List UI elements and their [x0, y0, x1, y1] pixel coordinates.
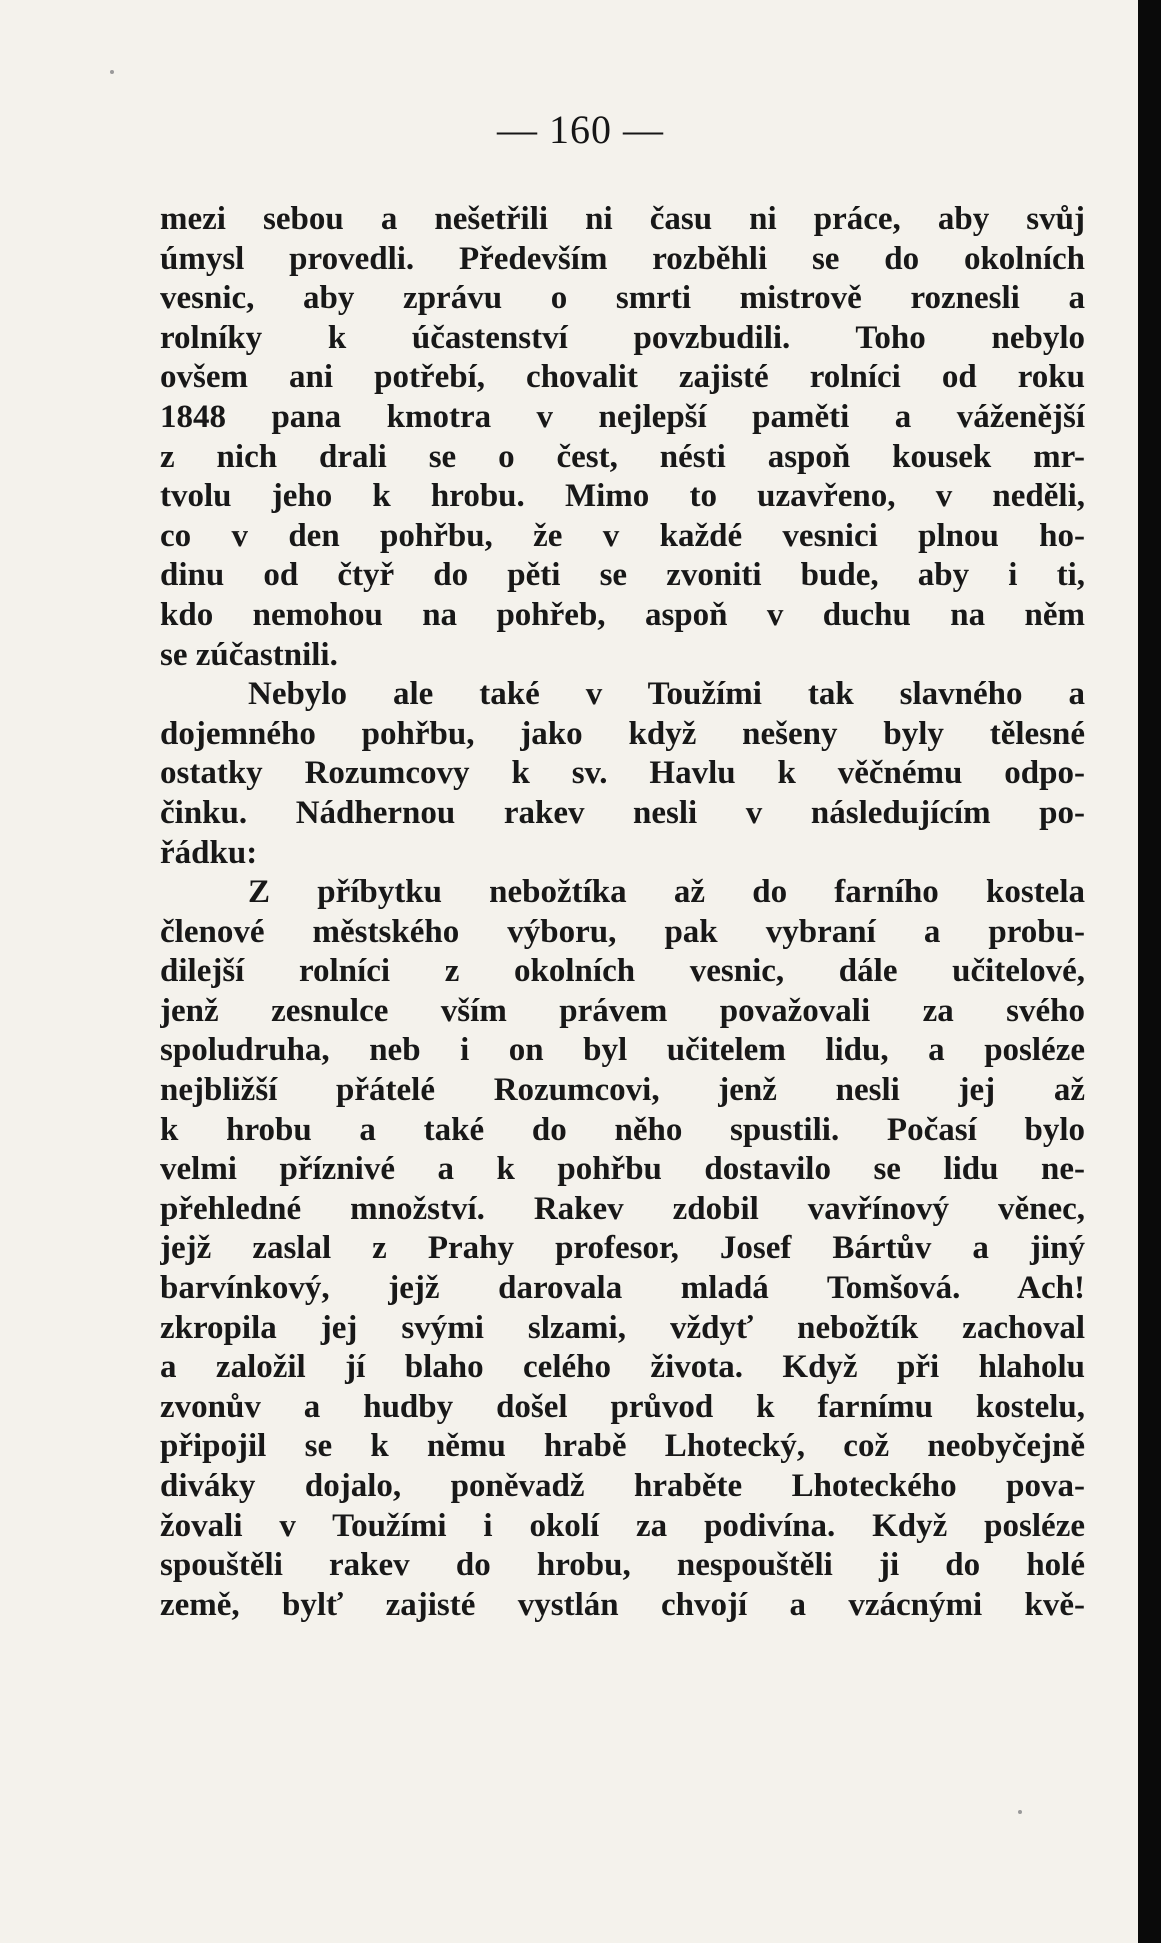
text-line: jejž zaslal z Prahy profesor, Josef Bártův a jiný	[160, 1230, 1085, 1267]
text-line: 1848 pana kmotra v nejlepší paměti a váženější	[160, 398, 1085, 435]
text-line: zkropila jej svými slzami, vždyť nebožtík zachoval	[160, 1309, 1085, 1346]
text-line: země, bylť zajisté vystlán chvojí a vzácnými kvě-	[160, 1586, 1085, 1623]
text-line: úmysl provedli. Především rozběhli se do okolních	[160, 240, 1085, 277]
text-line: žovali v Toužími i okolí za podivína. Když posléze	[160, 1507, 1085, 1544]
text-line: přehledné množství. Rakev zdobil vavřínový věnec,	[160, 1190, 1085, 1227]
text-line: dilejší rolníci z okolních vesnic, dále učitelové,	[160, 953, 1085, 990]
text-line: rolníky k účastenství povzbudili. Toho nebylo	[160, 319, 1085, 356]
text-line: ostatky Rozumcovy k sv. Havlu k věčnému odpo-	[160, 755, 1085, 792]
body-text	[160, 200, 1085, 1625]
text-line: činku. Nádhernou rakev nesli v následujícím po-	[160, 794, 1085, 831]
text-line: barvínkový, jejž darovala mladá Tomšová. Ach!	[160, 1270, 1085, 1307]
text-line: velmi příznivé a k pohřbu dostavilo se lidu ne-	[160, 1151, 1085, 1188]
text-line: spouštěli rakev do hrobu, nespouštěli ji do holé	[160, 1547, 1085, 1584]
text-line: členové městského výboru, pak vybraní a probu-	[160, 913, 1085, 950]
text-line: k hrobu a také do něho spustili. Počasí bylo	[160, 1111, 1085, 1148]
text-line: Z příbytku nebožtíka až do farního kostela	[248, 874, 1085, 911]
text-line: mezi sebou a nešetřili ni času ni práce, aby svůj	[160, 201, 1085, 237]
paper-speck	[110, 70, 114, 74]
text-line: dinu od čtyř do pěti se zvoniti bude, aby i ti,	[160, 557, 1085, 594]
text-line: vesnic, aby zprávu o smrti mistrově roznesli a	[160, 280, 1085, 317]
text-line: ovšem ani potřebí, chovalit zajisté rolníci od roku	[160, 359, 1085, 396]
text-line: a založil jí blaho celého života. Když při hlaholu	[160, 1349, 1085, 1386]
page-edge-shadow	[1138, 0, 1161, 1943]
text-line: diváky dojalo, poněvadž hraběte Lhoteckého pova-	[160, 1468, 1085, 1504]
text-line: z nich drali se o čest, nésti aspoň kousek mr-	[160, 438, 1085, 475]
text-line: Nebylo ale také v Toužími tak slavného a	[248, 676, 1085, 713]
text-line: se zúčastnili.	[160, 636, 338, 673]
text-line: co v den pohřbu, že v každé vesnici plnou ho-	[160, 517, 1085, 554]
text-line: nejbližší přátelé Rozumcovi, jenž nesli jej až	[160, 1072, 1085, 1109]
text-line: tvolu jeho k hrobu. Mimo to uzavřeno, v neděli,	[160, 478, 1085, 515]
text-line: jenž zesnulce vším právem považovali za svého	[160, 992, 1085, 1029]
text-line: dojemného pohřbu, jako když nešeny byly tělesné	[160, 715, 1085, 752]
text-line: připojil se k němu hrabě Lhotecký, což neobyčejně	[160, 1428, 1085, 1465]
text-line: kdo nemohou na pohřeb, aspoň v duchu na něm	[160, 596, 1085, 633]
page-number: — 160 —	[497, 107, 664, 152]
text-line: spoludruha, neb i on byl učitelem lidu, a posléze	[160, 1032, 1085, 1069]
text-line: řádku:	[160, 834, 258, 871]
paper-speck	[1018, 1810, 1022, 1814]
text-line: zvonův a hudby došel průvod k farnímu kostelu,	[160, 1388, 1085, 1425]
